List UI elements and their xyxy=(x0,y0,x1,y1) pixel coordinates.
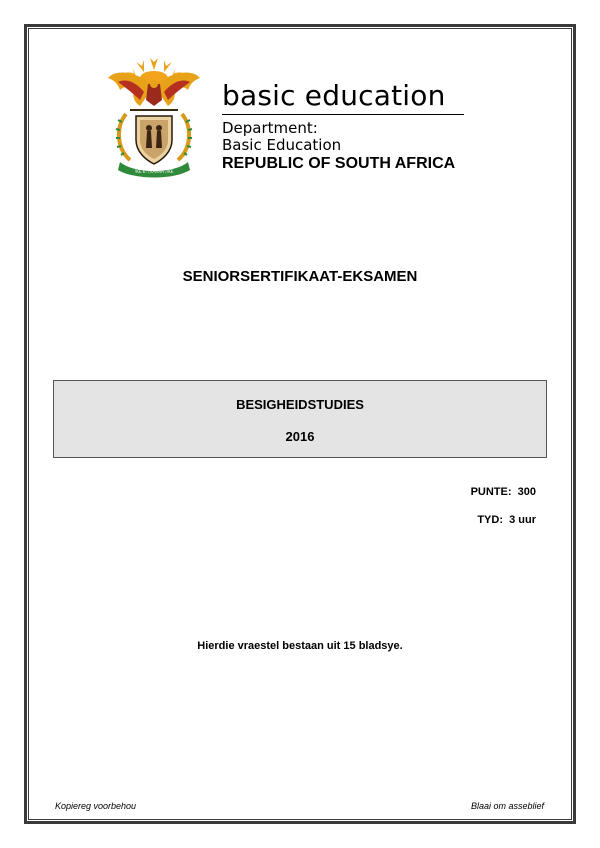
department-name: Basic Education xyxy=(222,136,342,154)
country-name: REPUBLIC OF SOUTH AFRICA xyxy=(222,155,456,172)
total-marks: PUNTE: 300 xyxy=(470,486,536,498)
coat-of-arms-logo xyxy=(104,56,204,180)
coat-of-arms-motto: !KE E: /XARRA //KE xyxy=(134,169,174,174)
exam-title: SENIORSERTIFIKAAT-EKSAMEN xyxy=(182,268,418,285)
coat-of-arms-icon xyxy=(104,56,204,180)
subject-box xyxy=(53,380,547,458)
exam-year: 2016 xyxy=(285,429,315,444)
department-branding xyxy=(222,80,466,173)
page-count-note: Hierdie vraestel bestaan uit 15 bladsye. xyxy=(197,640,403,652)
department-label: Department: xyxy=(222,119,318,137)
brand-title: basic education xyxy=(222,79,446,112)
brand-divider xyxy=(222,114,464,115)
subject-name: BESIGHEIDSTUDIES xyxy=(236,397,364,412)
turn-over-notice: Blaai om asseblief xyxy=(470,801,544,811)
copyright-notice: Kopiereg voorbehou xyxy=(55,801,137,811)
exam-duration: TYD: 3 uur xyxy=(477,514,536,526)
